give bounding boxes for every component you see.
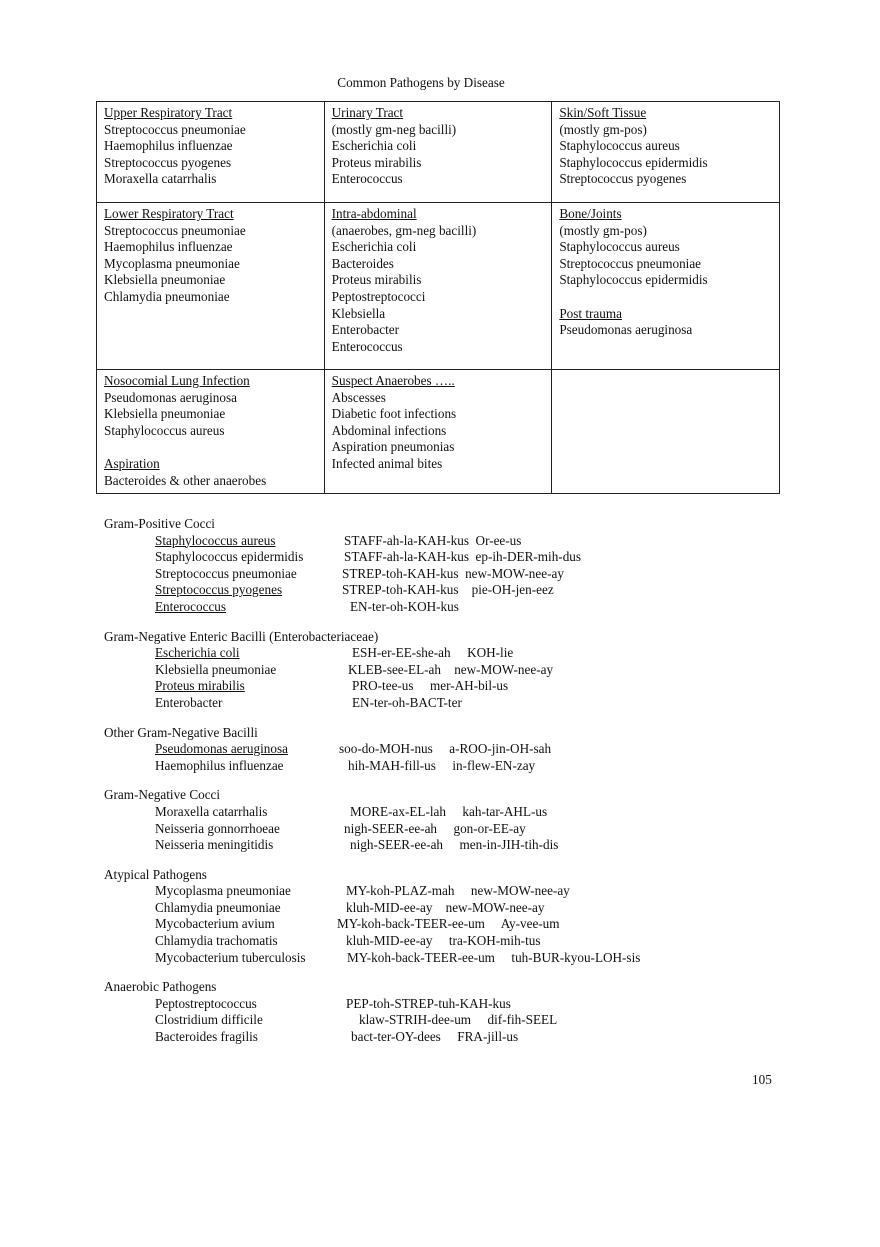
list-item bbox=[104, 950, 804, 967]
cell-line: Enterobacter bbox=[331, 322, 400, 338]
cell-line: (mostly gm-pos) bbox=[559, 121, 647, 137]
cell-heading: Bone/Joints bbox=[559, 206, 622, 221]
pathogen-name: Proteus mirabilis bbox=[155, 678, 245, 694]
pathogen-pronunciation-list bbox=[104, 516, 804, 1059]
list-item bbox=[104, 695, 804, 712]
cell-heading: Skin/Soft Tissue bbox=[559, 105, 647, 120]
list-item bbox=[104, 758, 804, 775]
cell-line: Pseudomonas aeruginosa bbox=[559, 322, 693, 338]
pathogen-name: Peptostreptococcus bbox=[155, 995, 257, 1011]
pathogen-name: Mycoplasma pneumoniae bbox=[155, 883, 291, 899]
pronunciation: STAFF-ah-la-KAH-kus Or-ee-us bbox=[344, 532, 522, 548]
cell-line: (mostly gm-neg bacilli) bbox=[331, 121, 457, 137]
cell-heading: Nosocomial Lung Infection bbox=[104, 373, 250, 388]
pronunciation: PRO-tee-us mer-AH-bil-us bbox=[352, 678, 509, 694]
table-cell bbox=[552, 102, 780, 203]
pronunciation: STREP-toh-KAH-kus new-MOW-nee-ay bbox=[342, 565, 564, 581]
group-title: Gram-Positive Cocci bbox=[104, 516, 215, 531]
pronunciation: kluh-MID-ee-ay tra-KOH-mih-tus bbox=[346, 933, 541, 949]
cell-line: Staphylococcus epidermidis bbox=[559, 154, 708, 170]
pronunciation: klaw-STRIH-dee-um dif-fih-SEEL bbox=[359, 1012, 558, 1028]
pronunciation: MY-koh-back-TEER-ee-um tuh-BUR-kyou-LOH-sis bbox=[347, 949, 641, 965]
cell-line: Diabetic foot infections bbox=[331, 406, 457, 422]
cell-line: Peptostreptococci bbox=[331, 288, 426, 304]
list-item bbox=[104, 804, 804, 821]
table-row bbox=[97, 370, 780, 494]
pathogen-name: Escherichia coli bbox=[155, 645, 240, 661]
list-item bbox=[104, 582, 804, 599]
cell-line: Mycoplasma pneumoniae bbox=[104, 255, 240, 271]
group-title: Atypical Pathogens bbox=[104, 866, 207, 882]
list-item bbox=[104, 883, 804, 900]
pronunciation: EN-ter-oh-KOH-kus bbox=[350, 598, 459, 614]
cell-line: Haemophilus influenzae bbox=[104, 239, 233, 255]
cell-line: Bacteroides & other anaerobes bbox=[104, 472, 267, 488]
pathogen-name: Mycobacterium tuberculosis bbox=[155, 949, 306, 965]
cell-line: Enterococcus bbox=[331, 171, 403, 187]
group-title: Other Gram-Negative Bacilli bbox=[104, 724, 258, 740]
pathogen-name: Staphylococcus epidermidis bbox=[155, 549, 304, 565]
cell-line: Abscesses bbox=[331, 389, 386, 405]
cell-line: (mostly gm-pos) bbox=[559, 222, 647, 238]
list-item bbox=[104, 741, 804, 758]
cell-line: Pseudomonas aeruginosa bbox=[104, 389, 237, 405]
pronunciation: PEP-toh-STREP-tuh-KAH-kus bbox=[346, 995, 511, 1011]
cell-heading: Suspect Anaerobes ….. bbox=[331, 373, 455, 388]
pronunciation: nigh-SEER-ee-ah men-in-JIH-tih-dis bbox=[350, 837, 559, 853]
cell-line: Haemophilus influenzae bbox=[104, 138, 233, 154]
pathogen-group bbox=[104, 787, 804, 853]
page-title: Common Pathogens by Disease bbox=[337, 75, 505, 90]
pronunciation: bact-ter-OY-dees FRA-jill-us bbox=[351, 1029, 519, 1045]
cell-line: Staphylococcus epidermidis bbox=[559, 272, 708, 288]
pronunciation: MY-koh-PLAZ-mah new-MOW-nee-ay bbox=[346, 883, 570, 899]
page-number: 105 bbox=[752, 1072, 772, 1087]
table-row bbox=[97, 102, 780, 203]
cell-line: Enterococcus bbox=[331, 338, 403, 354]
table-cell bbox=[324, 102, 552, 203]
pathogen-group bbox=[104, 867, 804, 967]
cell-line: Streptococcus pneumoniae bbox=[104, 121, 246, 137]
cell-line: Infected animal bites bbox=[331, 455, 443, 471]
pathogen-name: Streptococcus pneumoniae bbox=[155, 565, 297, 581]
cell-line: Proteus mirabilis bbox=[331, 154, 422, 170]
pronunciation: kluh-MID-ee-ay new-MOW-nee-ay bbox=[346, 899, 545, 915]
pronunciation: MY-koh-back-TEER-ee-um Ay-vee-um bbox=[337, 916, 560, 932]
list-item bbox=[104, 1012, 804, 1029]
cell-line: Klebsiella bbox=[331, 305, 386, 321]
pathogen-name: Streptococcus pyogenes bbox=[155, 582, 283, 598]
cell-heading: Upper Respiratory Tract bbox=[104, 105, 233, 120]
pathogen-name: Klebsiella pneumoniae bbox=[155, 661, 277, 677]
cell-line: Staphylococcus aureus bbox=[104, 422, 225, 438]
pathogen-name: Pseudomonas aeruginosa bbox=[155, 741, 288, 757]
pathogen-name: Haemophilus influenzae bbox=[155, 757, 284, 773]
list-item bbox=[104, 533, 804, 550]
table-cell bbox=[552, 203, 780, 370]
group-title: Gram-Negative Enteric Bacilli (Enterobacteriaceae) bbox=[104, 628, 379, 644]
group-title: Gram-Negative Cocci bbox=[104, 787, 221, 803]
pathogen-group bbox=[104, 725, 804, 775]
list-item bbox=[104, 1029, 804, 1046]
pronunciation: soo-do-MOH-nus a-ROO-jin-OH-sah bbox=[339, 741, 552, 757]
cell-line: Streptococcus pyogenes bbox=[104, 154, 232, 170]
cell-heading: Intra-abdominal bbox=[331, 206, 417, 221]
spacer bbox=[559, 289, 772, 306]
pronunciation: KLEB-see-EL-ah new-MOW-nee-ay bbox=[348, 661, 554, 677]
list-item bbox=[104, 837, 804, 854]
cell-line: Bacteroides bbox=[331, 255, 394, 271]
pathogen-name: Enterobacter bbox=[155, 694, 223, 710]
cell-line: Klebsiella pneumoniae bbox=[104, 272, 226, 288]
cell-subheading: Aspiration bbox=[104, 455, 160, 471]
table-cell bbox=[97, 203, 325, 370]
table-cell bbox=[97, 102, 325, 203]
list-item bbox=[104, 566, 804, 583]
pathogen-name: Neisseria gonnorrhoeae bbox=[155, 820, 280, 836]
cell-line: Streptococcus pneumoniae bbox=[559, 255, 702, 271]
table-cell bbox=[324, 370, 552, 494]
pathogen-name: Neisseria meningitidis bbox=[155, 837, 274, 853]
pronunciation: STREP-toh-KAH-kus pie-OH-jen-eez bbox=[342, 582, 554, 598]
pronunciation: ESH-er-EE-she-ah KOH-lie bbox=[352, 645, 514, 661]
table-cell bbox=[324, 203, 552, 370]
list-item bbox=[104, 916, 804, 933]
list-item bbox=[104, 678, 804, 695]
table-cell bbox=[97, 370, 325, 494]
list-item bbox=[104, 821, 804, 838]
cell-line: Staphylococcus aureus bbox=[559, 239, 680, 255]
pathogen-name: Mycobacterium avium bbox=[155, 916, 275, 932]
cell-subheading: Post trauma bbox=[559, 305, 622, 321]
cell-line: Moraxella catarrhalis bbox=[104, 171, 217, 187]
cell-line: Proteus mirabilis bbox=[331, 272, 422, 288]
list-item bbox=[104, 996, 804, 1013]
cell-line: Chlamydia pneumoniae bbox=[104, 288, 230, 304]
list-item bbox=[104, 662, 804, 679]
pronunciation: hih-MAH-fill-us in-flew-EN-zay bbox=[348, 757, 536, 773]
pathogen-name: Chlamydia pneumoniae bbox=[155, 899, 281, 915]
table-cell bbox=[552, 370, 780, 494]
list-item bbox=[104, 900, 804, 917]
pronunciation: EN-ter-oh-BACT-ter bbox=[352, 694, 462, 710]
cell-line: Klebsiella pneumoniae bbox=[104, 406, 226, 422]
pathogens-by-disease-table bbox=[96, 101, 780, 494]
list-item bbox=[104, 599, 804, 616]
pathogen-group bbox=[104, 629, 804, 712]
cell-line: (anaerobes, gm-neg bacilli) bbox=[331, 222, 477, 238]
list-item bbox=[104, 549, 804, 566]
cell-line: Streptococcus pneumoniae bbox=[104, 222, 246, 238]
pathogen-group bbox=[104, 979, 804, 1045]
pathogen-group bbox=[104, 516, 804, 616]
cell-line: Escherichia coli bbox=[331, 239, 417, 255]
table-row bbox=[97, 203, 780, 370]
pathogen-name: Chlamydia trachomatis bbox=[155, 933, 278, 949]
list-item bbox=[104, 933, 804, 950]
cell-line: Escherichia coli bbox=[331, 138, 417, 154]
pronunciation: MORE-ax-EL-lah kah-tar-AHL-us bbox=[350, 803, 548, 819]
pronunciation: STAFF-ah-la-KAH-kus ep-ih-DER-mih-dus bbox=[344, 549, 582, 565]
cell-line: Aspiration pneumonias bbox=[331, 439, 455, 455]
pathogen-name: Enterococcus bbox=[155, 598, 227, 614]
cell-heading: Urinary Tract bbox=[331, 105, 404, 120]
pronunciation: nigh-SEER-ee-ah gon-or-EE-ay bbox=[344, 820, 526, 836]
spacer bbox=[104, 439, 317, 456]
pathogen-name: Bacteroides fragilis bbox=[155, 1029, 258, 1045]
pathogen-name: Staphylococcus aureus bbox=[155, 532, 276, 548]
cell-line: Abdominal infections bbox=[331, 422, 447, 438]
pathogen-name: Moraxella catarrhalis bbox=[155, 803, 268, 819]
pathogen-name: Clostridium difficile bbox=[155, 1012, 263, 1028]
group-title: Anaerobic Pathogens bbox=[104, 979, 217, 995]
cell-heading: Lower Respiratory Tract bbox=[104, 206, 234, 221]
list-item bbox=[104, 645, 804, 662]
cell-line: Staphylococcus aureus bbox=[559, 138, 680, 154]
cell-line: Streptococcus pyogenes bbox=[559, 171, 687, 187]
